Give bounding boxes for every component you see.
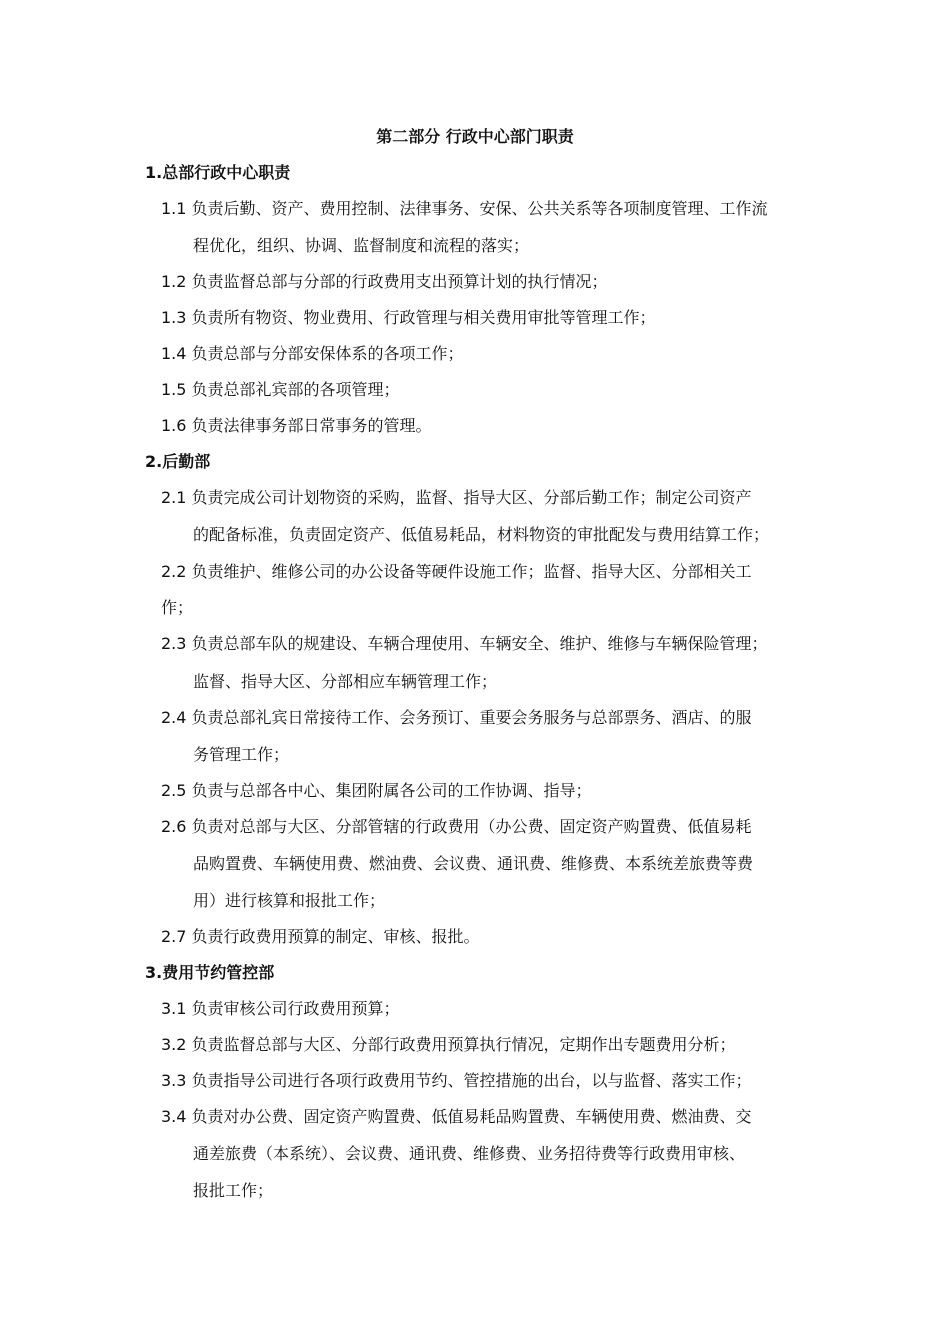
- paragraph-line: 通差旅费（本系统）、会议费、通讯费、维修费、业务招待费等行政费用审核、: [193, 1144, 746, 1163]
- document-title: 第二部分 行政中心部门职责: [376, 127, 574, 146]
- paragraph-line: 2.3 负责总部车队的规建设、车辆合理使用、车辆安全、维护、维修与车辆保险管理；: [161, 634, 768, 653]
- paragraph-line: 3.4 负责对办公费、固定资产购置费、低值易耗品购置费、车辆使用费、燃油费、交: [161, 1107, 752, 1126]
- paragraph-line: 1.3 负责所有物资、物业费用、行政管理与相关费用审批等管理工作；: [161, 308, 656, 327]
- paragraph-line: 2.5 负责与总部各中心、集团附属各公司的工作协调、指导；: [161, 781, 592, 800]
- paragraph-line: 1.6 负责法律事务部日常事务的管理。: [161, 416, 432, 435]
- paragraph-line: 3.3 负责指导公司进行各项行政费用节约、管控措施的出台，以与监督、落实工作；: [161, 1071, 752, 1090]
- paragraph-line: 3.1 负责审核公司行政费用预算；: [161, 999, 400, 1018]
- paragraph-line: 的配备标准，负责固定资产、低值易耗品，材料物资的审批配发与费用结算工作；: [193, 525, 770, 544]
- paragraph-line: 作；: [161, 598, 194, 617]
- section-heading-3: 3.费用节约管控部: [145, 963, 275, 982]
- paragraph-line: 2.7 负责行政费用预算的制定、审核、报批。: [161, 927, 480, 946]
- paragraph-line: 2.1 负责完成公司计划物资的采购，监督、指导大区、分部后勤工作；制定公司资产: [161, 488, 752, 507]
- paragraph-line: 2.2 负责维护、维修公司的办公设备等硬件设施工作；监督、指导大区、分部相关工: [161, 562, 752, 581]
- section-heading-2: 2.后勤部: [145, 452, 211, 471]
- paragraph-line: 1.4 负责总部与分部安保体系的各项工作；: [161, 344, 464, 363]
- section-heading-1: 1.总部行政中心职责: [145, 163, 291, 182]
- paragraph-line: 程优化，组织、协调、监督制度和流程的落实；: [193, 236, 530, 255]
- paragraph-line: 2.6 负责对总部与大区、分部管辖的行政费用（办公费、固定资产购置费、低值易耗: [161, 817, 752, 836]
- paragraph-line: 1.2 负责监督总部与分部的行政费用支出预算计划的执行情况；: [161, 272, 608, 291]
- paragraph-line: 品购置费、车辆使用费、燃油费、会议费、通讯费、维修费、本系统差旅费等费: [193, 854, 754, 873]
- paragraph-line: 2.4 负责总部礼宾日常接待工作、会务预订、重要会务服务与总部票务、酒店、的服: [161, 708, 752, 727]
- paragraph-line: 报批工作；: [193, 1181, 274, 1200]
- paragraph-line: 3.2 负责监督总部与大区、分部行政费用预算执行情况，定期作出专题费用分析；: [161, 1035, 736, 1054]
- paragraph-line: 1.5 负责总部礼宾部的各项管理；: [161, 380, 400, 399]
- paragraph-line: 务管理工作；: [193, 745, 290, 764]
- paragraph-line: 监督、指导大区、分部相应车辆管理工作；: [193, 672, 498, 691]
- paragraph-line: 1.1 负责后勤、资产、费用控制、法律事务、安保、公共关系等各项制度管理、工作流: [161, 199, 768, 218]
- paragraph-line: 用）进行核算和报批工作；: [193, 891, 386, 910]
